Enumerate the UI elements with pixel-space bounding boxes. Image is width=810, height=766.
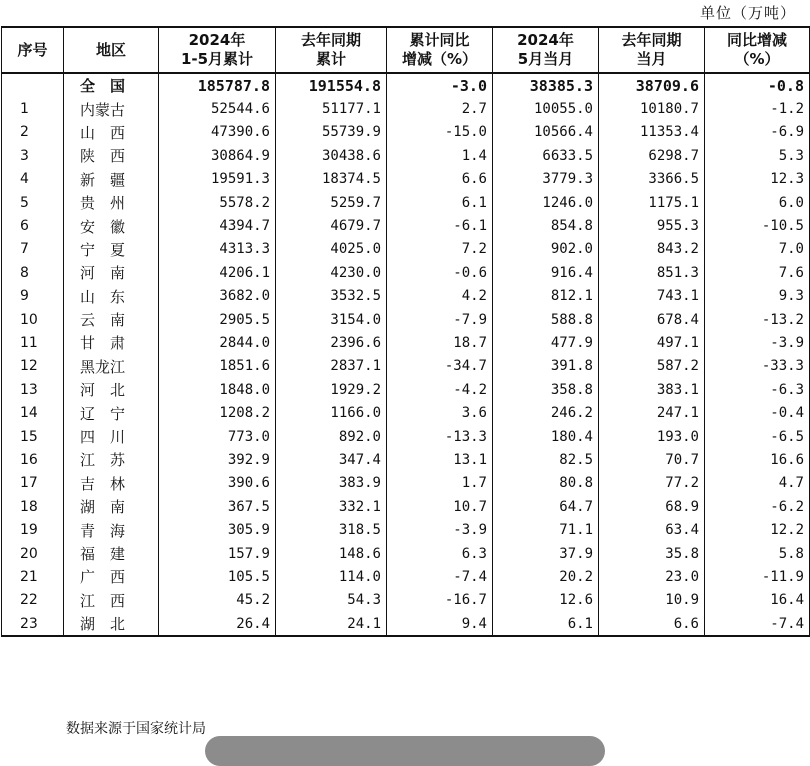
- cell-may-2024: 10566.4: [493, 121, 599, 144]
- table-row: [2, 472, 810, 495]
- coal-output-table: [1, 26, 810, 637]
- cell-may-prev: 11353.4: [599, 121, 705, 144]
- header-ytd-2024: 2024年 1-5月累计: [159, 27, 276, 73]
- cell-seq: 14: [2, 401, 64, 424]
- cell-ytd-yoy: -4.2: [387, 378, 493, 401]
- unit-label: 单位（万吨）: [699, 4, 796, 22]
- table-row: [2, 355, 810, 378]
- cell-ytd-yoy: 6.3: [387, 542, 493, 565]
- header-seq: 序号: [2, 27, 64, 73]
- cell-may-prev: 6298.7: [599, 144, 705, 167]
- cell-ytd-yoy: -7.4: [387, 565, 493, 588]
- cell-ytd-2024: 4394.7: [159, 214, 276, 237]
- cell-may-yoy: -6.9: [705, 121, 810, 144]
- cell-ytd-2024: 367.5: [159, 495, 276, 518]
- table-row: [2, 518, 810, 541]
- cell-ytd-yoy: 13.1: [387, 448, 493, 471]
- cell-ytd-prev: 2837.1: [276, 355, 387, 378]
- table-row: [2, 285, 810, 308]
- cell-region: 全 国: [64, 73, 159, 97]
- cell-seq: 3: [2, 144, 64, 167]
- cell-may-2024: 588.8: [493, 308, 599, 331]
- cell-region: 山 东: [64, 285, 159, 308]
- cell-region: 贵 州: [64, 191, 159, 214]
- table-row: [2, 214, 810, 237]
- cell-ytd-prev: 5259.7: [276, 191, 387, 214]
- cell-may-prev: 3366.5: [599, 168, 705, 191]
- cell-seq: 22: [2, 589, 64, 612]
- cell-region: 甘 肃: [64, 331, 159, 354]
- cell-may-2024: 37.9: [493, 542, 599, 565]
- cell-may-yoy: -6.3: [705, 378, 810, 401]
- cell-seq: 2: [2, 121, 64, 144]
- header-may-prev: 去年同期 当月: [599, 27, 705, 73]
- cell-ytd-2024: 4206.1: [159, 261, 276, 284]
- cell-ytd-yoy: 18.7: [387, 331, 493, 354]
- table-row: [2, 308, 810, 331]
- cell-ytd-prev: 318.5: [276, 518, 387, 541]
- header-may-2024: 2024年 5月当月: [493, 27, 599, 73]
- table-row: [2, 97, 810, 120]
- cell-may-prev: 10180.7: [599, 97, 705, 120]
- table-row: [2, 261, 810, 284]
- cell-ytd-prev: 30438.6: [276, 144, 387, 167]
- cell-may-prev: 383.1: [599, 378, 705, 401]
- cell-ytd-2024: 2844.0: [159, 331, 276, 354]
- cell-may-prev: 497.1: [599, 331, 705, 354]
- table-row: [2, 331, 810, 354]
- table-row: [2, 425, 810, 448]
- cell-ytd-2024: 2905.5: [159, 308, 276, 331]
- cell-seq: 15: [2, 425, 64, 448]
- cell-ytd-2024: 5578.2: [159, 191, 276, 214]
- cell-may-2024: 391.8: [493, 355, 599, 378]
- cell-region: 云 南: [64, 308, 159, 331]
- cell-ytd-prev: 2396.6: [276, 331, 387, 354]
- cell-ytd-2024: 1208.2: [159, 401, 276, 424]
- cell-ytd-prev: 51177.1: [276, 97, 387, 120]
- cell-seq: 23: [2, 612, 64, 636]
- cell-may-2024: 71.1: [493, 518, 599, 541]
- cell-may-yoy: 4.7: [705, 472, 810, 495]
- cell-may-2024: 246.2: [493, 401, 599, 424]
- cell-region: 安 徽: [64, 214, 159, 237]
- table-row: [2, 495, 810, 518]
- cell-may-prev: 743.1: [599, 285, 705, 308]
- cell-ytd-2024: 392.9: [159, 448, 276, 471]
- cell-ytd-prev: 148.6: [276, 542, 387, 565]
- cell-ytd-2024: 52544.6: [159, 97, 276, 120]
- cell-ytd-yoy: 2.7: [387, 97, 493, 120]
- cell-may-yoy: -11.9: [705, 565, 810, 588]
- cell-ytd-prev: 1929.2: [276, 378, 387, 401]
- cell-ytd-prev: 114.0: [276, 565, 387, 588]
- cell-ytd-2024: 105.5: [159, 565, 276, 588]
- table-row: [2, 168, 810, 191]
- cell-seq: 18: [2, 495, 64, 518]
- cell-may-2024: 38385.3: [493, 73, 599, 97]
- cell-may-yoy: -7.4: [705, 612, 810, 636]
- cell-may-yoy: -10.5: [705, 214, 810, 237]
- cell-ytd-yoy: 1.4: [387, 144, 493, 167]
- cell-ytd-2024: 185787.8: [159, 73, 276, 97]
- cell-may-prev: 70.7: [599, 448, 705, 471]
- cell-seq: 13: [2, 378, 64, 401]
- cell-may-yoy: 7.0: [705, 238, 810, 261]
- cell-region: 河 北: [64, 378, 159, 401]
- cell-region: 江 苏: [64, 448, 159, 471]
- cell-may-prev: 955.3: [599, 214, 705, 237]
- cell-may-prev: 1175.1: [599, 191, 705, 214]
- overlay-bar: [205, 736, 605, 766]
- header-ytd-prev: 去年同期 累计: [276, 27, 387, 73]
- cell-may-yoy: 5.3: [705, 144, 810, 167]
- cell-may-yoy: 7.6: [705, 261, 810, 284]
- cell-seq: 16: [2, 448, 64, 471]
- cell-ytd-2024: 45.2: [159, 589, 276, 612]
- cell-ytd-prev: 55739.9: [276, 121, 387, 144]
- cell-ytd-prev: 4025.0: [276, 238, 387, 261]
- cell-seq: 11: [2, 331, 64, 354]
- table-row: [2, 144, 810, 167]
- table-row: [2, 565, 810, 588]
- cell-ytd-2024: 3682.0: [159, 285, 276, 308]
- cell-may-yoy: -33.3: [705, 355, 810, 378]
- cell-seq: 21: [2, 565, 64, 588]
- cell-may-2024: 12.6: [493, 589, 599, 612]
- cell-seq: 19: [2, 518, 64, 541]
- cell-may-prev: 68.9: [599, 495, 705, 518]
- cell-may-2024: 80.8: [493, 472, 599, 495]
- cell-may-2024: 64.7: [493, 495, 599, 518]
- cell-may-yoy: 16.6: [705, 448, 810, 471]
- cell-ytd-yoy: -13.3: [387, 425, 493, 448]
- header-may-yoy: 同比增减 （%）: [705, 27, 810, 73]
- cell-ytd-yoy: -6.1: [387, 214, 493, 237]
- table-row: [2, 589, 810, 612]
- cell-ytd-yoy: 7.2: [387, 238, 493, 261]
- cell-ytd-yoy: -0.6: [387, 261, 493, 284]
- cell-seq: 12: [2, 355, 64, 378]
- table-row: [2, 401, 810, 424]
- cell-ytd-2024: 19591.3: [159, 168, 276, 191]
- table-row: [2, 612, 810, 636]
- cell-ytd-2024: 773.0: [159, 425, 276, 448]
- cell-may-2024: 3779.3: [493, 168, 599, 191]
- cell-seq: 1: [2, 97, 64, 120]
- cell-may-prev: 23.0: [599, 565, 705, 588]
- table-row: [2, 238, 810, 261]
- cell-may-yoy: -1.2: [705, 97, 810, 120]
- cell-may-2024: 916.4: [493, 261, 599, 284]
- cell-ytd-yoy: 6.1: [387, 191, 493, 214]
- cell-ytd-2024: 157.9: [159, 542, 276, 565]
- cell-seq: 5: [2, 191, 64, 214]
- cell-region: 黑龙江: [64, 355, 159, 378]
- cell-ytd-yoy: 4.2: [387, 285, 493, 308]
- cell-ytd-prev: 54.3: [276, 589, 387, 612]
- cell-may-2024: 854.8: [493, 214, 599, 237]
- source-note: 数据来源于国家统计局: [66, 721, 206, 737]
- cell-may-prev: 851.3: [599, 261, 705, 284]
- header-region: 地区: [64, 27, 159, 73]
- cell-region: 陕 西: [64, 144, 159, 167]
- cell-ytd-prev: 3532.5: [276, 285, 387, 308]
- cell-may-prev: 193.0: [599, 425, 705, 448]
- table-row: [2, 378, 810, 401]
- cell-may-prev: 843.2: [599, 238, 705, 261]
- cell-ytd-yoy: 3.6: [387, 401, 493, 424]
- cell-ytd-yoy: -3.0: [387, 73, 493, 97]
- cell-may-2024: 1246.0: [493, 191, 599, 214]
- cell-may-yoy: 5.8: [705, 542, 810, 565]
- cell-region: 四 川: [64, 425, 159, 448]
- cell-may-prev: 38709.6: [599, 73, 705, 97]
- cell-region: 青 海: [64, 518, 159, 541]
- cell-may-prev: 247.1: [599, 401, 705, 424]
- cell-ytd-yoy: -34.7: [387, 355, 493, 378]
- cell-may-2024: 902.0: [493, 238, 599, 261]
- cell-may-yoy: 9.3: [705, 285, 810, 308]
- cell-seq: 10: [2, 308, 64, 331]
- cell-may-prev: 77.2: [599, 472, 705, 495]
- cell-ytd-2024: 4313.3: [159, 238, 276, 261]
- cell-ytd-prev: 4679.7: [276, 214, 387, 237]
- cell-ytd-prev: 1166.0: [276, 401, 387, 424]
- cell-seq: 17: [2, 472, 64, 495]
- cell-seq: 9: [2, 285, 64, 308]
- cell-ytd-prev: 18374.5: [276, 168, 387, 191]
- cell-seq: 7: [2, 238, 64, 261]
- cell-may-yoy: -13.2: [705, 308, 810, 331]
- cell-may-prev: 35.8: [599, 542, 705, 565]
- cell-ytd-yoy: 6.6: [387, 168, 493, 191]
- cell-may-2024: 10055.0: [493, 97, 599, 120]
- cell-seq: 6: [2, 214, 64, 237]
- header-ytd-yoy: 累计同比 增减（%）: [387, 27, 493, 73]
- cell-may-2024: 180.4: [493, 425, 599, 448]
- table-row: [2, 121, 810, 144]
- cell-ytd-prev: 191554.8: [276, 73, 387, 97]
- table-row: [2, 448, 810, 471]
- cell-ytd-yoy: 10.7: [387, 495, 493, 518]
- total-row: [2, 73, 810, 97]
- cell-region: 新 疆: [64, 168, 159, 191]
- cell-region: 河 南: [64, 261, 159, 284]
- cell-region: 吉 林: [64, 472, 159, 495]
- cell-may-2024: 477.9: [493, 331, 599, 354]
- table-row: [2, 191, 810, 214]
- cell-ytd-yoy: -3.9: [387, 518, 493, 541]
- cell-may-yoy: 12.3: [705, 168, 810, 191]
- cell-ytd-2024: 1851.6: [159, 355, 276, 378]
- cell-may-prev: 678.4: [599, 308, 705, 331]
- cell-may-yoy: 12.2: [705, 518, 810, 541]
- cell-may-prev: 10.9: [599, 589, 705, 612]
- cell-may-yoy: -6.5: [705, 425, 810, 448]
- cell-may-prev: 63.4: [599, 518, 705, 541]
- cell-ytd-2024: 305.9: [159, 518, 276, 541]
- cell-region: 内蒙古: [64, 97, 159, 120]
- cell-may-2024: 20.2: [493, 565, 599, 588]
- cell-may-yoy: -0.8: [705, 73, 810, 97]
- cell-ytd-prev: 4230.0: [276, 261, 387, 284]
- cell-may-yoy: -0.4: [705, 401, 810, 424]
- cell-may-prev: 587.2: [599, 355, 705, 378]
- cell-seq: 20: [2, 542, 64, 565]
- cell-may-2024: 6633.5: [493, 144, 599, 167]
- cell-region: 辽 宁: [64, 401, 159, 424]
- cell-region: 广 西: [64, 565, 159, 588]
- cell-region: 山 西: [64, 121, 159, 144]
- cell-may-2024: 6.1: [493, 612, 599, 636]
- cell-ytd-yoy: 9.4: [387, 612, 493, 636]
- cell-region: 江 西: [64, 589, 159, 612]
- cell-ytd-prev: 24.1: [276, 612, 387, 636]
- cell-ytd-2024: 30864.9: [159, 144, 276, 167]
- cell-may-2024: 82.5: [493, 448, 599, 471]
- cell-ytd-2024: 390.6: [159, 472, 276, 495]
- cell-seq: [2, 73, 64, 97]
- cell-ytd-yoy: -16.7: [387, 589, 493, 612]
- cell-may-yoy: 16.4: [705, 589, 810, 612]
- cell-region: 湖 南: [64, 495, 159, 518]
- cell-ytd-yoy: 1.7: [387, 472, 493, 495]
- cell-seq: 8: [2, 261, 64, 284]
- cell-region: 湖 北: [64, 612, 159, 636]
- cell-ytd-prev: 892.0: [276, 425, 387, 448]
- cell-region: 福 建: [64, 542, 159, 565]
- cell-ytd-prev: 383.9: [276, 472, 387, 495]
- cell-ytd-prev: 332.1: [276, 495, 387, 518]
- table-row: [2, 542, 810, 565]
- cell-ytd-2024: 47390.6: [159, 121, 276, 144]
- cell-ytd-prev: 3154.0: [276, 308, 387, 331]
- cell-ytd-2024: 26.4: [159, 612, 276, 636]
- cell-ytd-yoy: -7.9: [387, 308, 493, 331]
- cell-ytd-yoy: -15.0: [387, 121, 493, 144]
- cell-may-yoy: -6.2: [705, 495, 810, 518]
- cell-region: 宁 夏: [64, 238, 159, 261]
- header-row: [2, 27, 810, 73]
- cell-may-2024: 812.1: [493, 285, 599, 308]
- cell-may-prev: 6.6: [599, 612, 705, 636]
- cell-may-yoy: -3.9: [705, 331, 810, 354]
- cell-ytd-2024: 1848.0: [159, 378, 276, 401]
- cell-may-yoy: 6.0: [705, 191, 810, 214]
- cell-seq: 4: [2, 168, 64, 191]
- cell-ytd-prev: 347.4: [276, 448, 387, 471]
- cell-may-2024: 358.8: [493, 378, 599, 401]
